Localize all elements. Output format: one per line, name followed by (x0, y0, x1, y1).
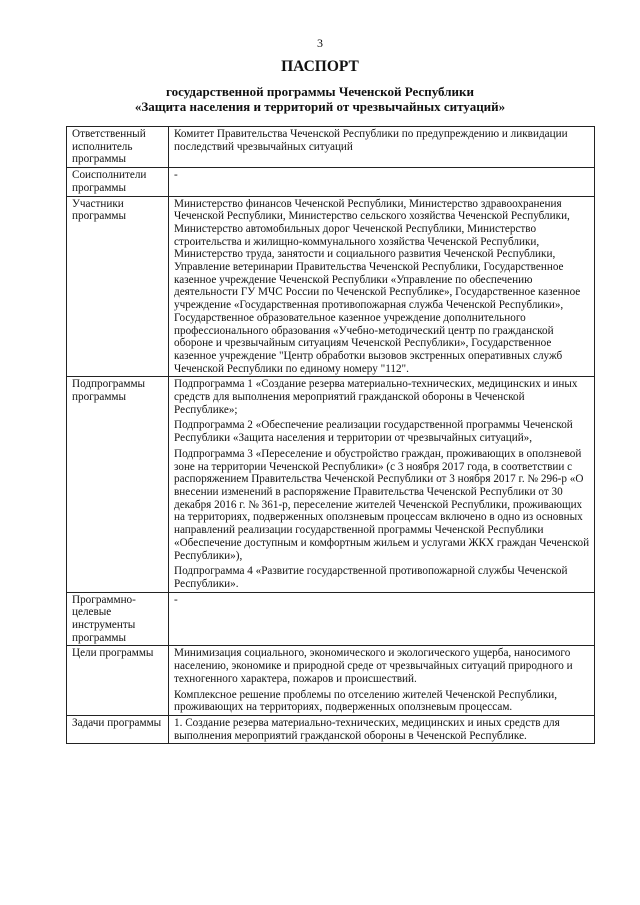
row-paragraph: - (174, 593, 178, 606)
row-value (169, 592, 595, 646)
row-value (169, 377, 595, 592)
table-row-goals (67, 646, 595, 716)
row-label: Соисполнители программы (67, 168, 169, 196)
table-row-coexecutors (67, 168, 595, 196)
subtitle-line: государственной программы Чеченской Республики (166, 84, 474, 99)
table-row-responsible (67, 127, 595, 168)
row-paragraph: Подпрограмма 1 «Создание резерва материально-технических, медицинских и иных средств для выполнения мероприятий гражданской обороны в Чеченской Республике»; (174, 378, 578, 416)
document-subtitle (0, 84, 640, 114)
row-value (169, 715, 595, 743)
subtitle-line: «Защита населения и территорий от чрезвычайных ситуаций» (134, 99, 506, 114)
row-label: Участники программы (67, 196, 169, 377)
row-paragraph: Подпрограмма 3 «Переселение и обустройство граждан, проживающих в оползневой зоне на территории Чеченской Республики» (с 3 ноября 2017 года, в соответствии с распоряжением Правительства Чеченской Республики от 3 ноября 2017 г. № 296-р «О внесении изменений в распоряжение Правительства Чеченской Республики от 30 декабря 2016 г. № 361-р, переселение жителей Чеченской Республики, проживающих на территориях, подверженных оползневым процессам включено в одно из основных направлений реализации государственной программы Чеченской Республики «Обеспечение доступным и комфортным жильем и услугами ЖКХ граждан Чеченской Республики»), (174, 447, 590, 562)
row-value (169, 196, 595, 377)
row-paragraph: Комитет Правительства Чеченской Республики по предупреждению и ликвидации последствий чрезвычайных ситуаций (174, 128, 568, 153)
row-value (169, 127, 595, 168)
document-title: ПАСПОРТ (281, 58, 359, 75)
row-paragraph: Подпрограмма 4 «Развитие государственной противопожарной службы Чеченской Республики». (174, 565, 568, 590)
row-label: Задачи программы (67, 715, 169, 743)
row-paragraph: 1. Создание резерва материально-технических, медицинских и иных средств для выполнения мероприятий гражданской обороны в Чеченской Республике. (174, 716, 560, 742)
row-label: Подпрограммы программы (67, 377, 169, 592)
row-label: Ответственный исполнитель программы (67, 127, 169, 168)
row-paragraph: - (174, 169, 178, 182)
table-row-subprograms (67, 377, 595, 592)
table-row-tasks (67, 715, 595, 743)
row-paragraph: Подпрограмма 2 «Обеспечение реализации государственной программы Чеченской Республики «Защита населения и территории от чрезвычайных ситуаций», (174, 419, 573, 445)
row-paragraph: Минимизация социального, экономического и экологического ущерба, наносимого населению, экономике и природной среде от чрезвычайных ситуаций природного и техногенного характера, пожаров и происшествий. (174, 647, 573, 685)
table-row-instruments (67, 592, 595, 646)
row-label: Цели программы (67, 646, 169, 716)
table-row-participants (67, 196, 595, 377)
row-value (169, 168, 595, 196)
passport-table (66, 126, 595, 744)
row-paragraph: Министерство финансов Чеченской Республики, Министерство здравоохранения Чеченской Республики, Министерство сельского хозяйства Чеченской Республики, Министерство автомобильных дорог Чеченской Республики, Министерство строительства и жилищно-коммунального хозяйства Чеченской Республики, Министерство труда, занятости и социального развития Чеченской Республики, Управление ветеринарии Правительства Чеченской Республики, Государственное казенное учреждение Чеченской Республики «Управление по обеспечению деятельности ГУ МЧС России по Чеченской Республике», Государственное казенное учреждение «Государственная противопожарная служба Чеченской Республики», Государственное образовательное казенное учреждение дополнительного профессионального образования «Учебно-методический центр по гражданской обороне и чрезвычайным ситуациям Чеченской Республики», Государственное казенное учреждение "Центр обработки вызовов экстренных оперативных служб Чеченской Республики по единому номеру "112". (174, 197, 581, 375)
row-label: Программно-целевые инструменты программы (67, 592, 169, 646)
page-number: 3 (317, 36, 323, 50)
row-value (169, 646, 595, 716)
row-paragraph: Комплексное решение проблемы по отселению жителей Чеченской Республики, проживающих на территориях, подверженных оползневым процессам. (174, 688, 558, 714)
